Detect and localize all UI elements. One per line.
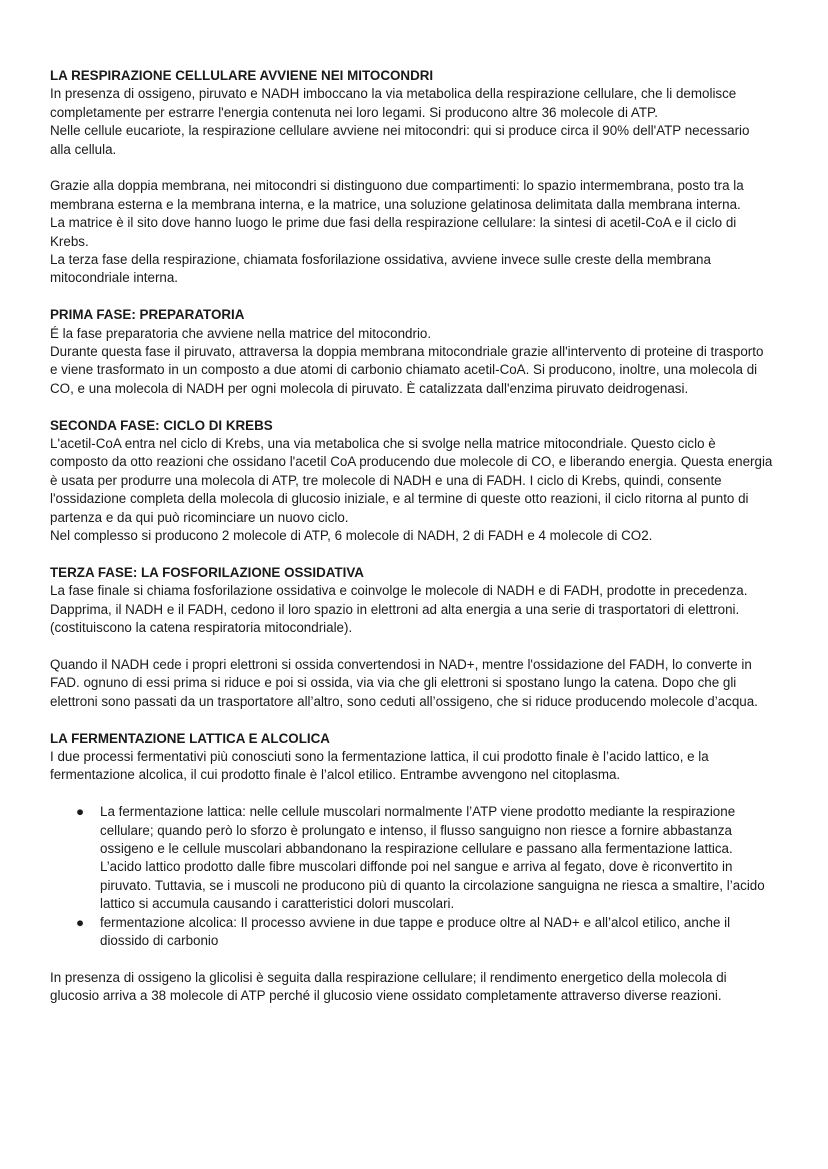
document-page — [50, 67, 774, 1024]
paragraph: Grazie alla doppia membrana, nei mitocondri si distinguono due compartimenti: lo spazio intermembrana, posto tra la membrana esterna e la membrana interna, e la matrice, una soluzione gelatinosa delimitata dalla membrana interna. — [50, 178, 744, 212]
section-heading: PRIMA FASE: PREPARATORIA — [50, 307, 245, 323]
section-heading: LA FERMENTAZIONE LATTICA E ALCOLICA — [50, 730, 330, 746]
paragraph: Quando il NADH cede i propri elettroni si ossida convertendosi in NAD+, mentre l'ossidazione del FADH, lo converte in FAD. ognuno di essi prima si riduce e poi si ossida, via via che gli elettroni si spostano lungo la catena. Dopo che gli elettroni sono passati da un trasportatore all’altro, sono ceduti all’ossigeno, che si riduce producendo molecole d’acqua. — [50, 656, 758, 709]
section-terza-fase — [50, 564, 774, 711]
section-heading: SECONDA FASE: CICLO DI KREBS — [50, 417, 273, 433]
paragraph: Nelle cellule eucariote, la respirazione cellulare avviene nei mitocondri: qui si produce circa il 90% dell'ATP necessario alla cellula. — [50, 123, 750, 157]
section-respirazione — [50, 67, 774, 288]
list-item-text: La fermentazione lattica: nelle cellule muscolari normalmente l’ATP viene prodotto mediante la respirazione cellulare; quando però lo sforzo è prolungato e intenso, il flusso sanguigno non riesce a fornire abbastanza ossigeno e le cellule muscolari abbandonano la respirazione cellulare e passano alla fermentazione lattica. L’acido lattico prodotto dalle fibre muscolari diffonde poi nel sangue e arriva al fegato, dove è riconvertito in piruvato. Tuttavia, se i muscoli ne producono più di quanto la circolazione sanguigna ne riesca a smaltire, l’acido lattico si accumula causando i caratteristici dolori muscolari. — [100, 804, 765, 912]
paragraph: L'acetil-CoA entra nel ciclo di Krebs, una via metabolica che si svolge nella matrice mitocondriale. Questo ciclo è composto da otto reazioni che ossidano l'acetil CoA producendo due molecole di CO, e liberando energia. Questa energia è usata per produrre una molecola di ATP, tre molecole di NADH e una di FADH. I ciclo di Krebs, quindi, consente l'ossidazione completa della molecola di glucosio iniziale, e al termine di queste otto reazioni, il ciclo ritorna al punto di partenza e da qui può ricominciare un nuovo ciclo. — [50, 436, 773, 525]
bullet-list — [50, 803, 774, 950]
section-prima-fase — [50, 306, 774, 398]
paragraph: La fase finale si chiama fosforilazione ossidativa e coinvolge le molecole di NADH e di FADH, prodotte in precedenza. — [50, 583, 748, 599]
section-heading: TERZA FASE: LA FOSFORILAZIONE OSSIDATIVA — [50, 564, 364, 580]
closing-paragraph: In presenza di ossigeno la glicolisi è seguita dalla respirazione cellulare; il rendimento energetico della molecola di glucosio arriva a 38 molecole di ATP perché il glucosio viene ossidato completamente attraverso diverse reazioni. — [50, 969, 727, 1004]
paragraph: Nel complesso si producono 2 molecole di ATP, 6 molecole di NADH, 2 di FADH e 4 molecole di CO2. — [50, 528, 653, 544]
paragraph: I due processi fermentativi più conosciuti sono la fermentazione lattica, il cui prodotto finale è l’acido lattico, e la fermentazione alcolica, il cui prodotto finale è l’alcol etilico. Entrambe avvengono nel citoplasma. — [50, 748, 709, 783]
list-item — [50, 914, 774, 951]
section-heading: LA RESPIRAZIONE CELLULARE AVVIENE NEI MITOCONDRI — [50, 68, 434, 83]
paragraph: La matrice è il sito dove hanno luogo le prime due fasi della respirazione cellulare: la sintesi di acetil-CoA e il ciclo di Krebs. — [50, 215, 737, 249]
bullet-icon: ● — [76, 804, 85, 820]
paragraph: Dapprima, il NADH e il FADH, cedono il loro spazio in elettroni ad alta energia a una serie di trasportatori di elettroni. (costituiscono la catena respiratoria mitocondriale). — [50, 601, 740, 636]
bullet-icon: ● — [76, 914, 85, 930]
section-fermentazione — [50, 730, 774, 1006]
list-item — [50, 803, 774, 913]
paragraph: Durante questa fase il piruvato, attraversa la doppia membrana mitocondriale grazie all'intervento di proteine di trasporto e viene trasformato in un composto a due atomi di carbonio chiamato acetil-CoA. Si producono, inoltre, una molecola di CO, e una molecola di NADH per ogni molecola di piruvato. È catalizzata dall'enzima piruvato deidrogenasi. — [50, 344, 764, 396]
list-item-text: fermentazione alcolica: Il processo avviene in due tappe e produce oltre al NAD+ e all’alcol etilico, anche il diossido di carbonio — [100, 914, 731, 948]
paragraph: In presenza di ossigeno, piruvato e NADH imboccano la via metabolica della respirazione cellulare, che li demolisce completamente per estrarre l'energia contenuta nei loro legami. Si producono altre 36 molecole di ATP. — [50, 86, 737, 120]
paragraph: La terza fase della respirazione, chiamata fosforilazione ossidativa, avviene invece sulle creste della membrana mitocondriale interna. — [50, 252, 711, 286]
paragraph: É la fase preparatoria che avviene nella matrice del mitocondrio. — [50, 325, 432, 341]
section-seconda-fase — [50, 417, 774, 546]
